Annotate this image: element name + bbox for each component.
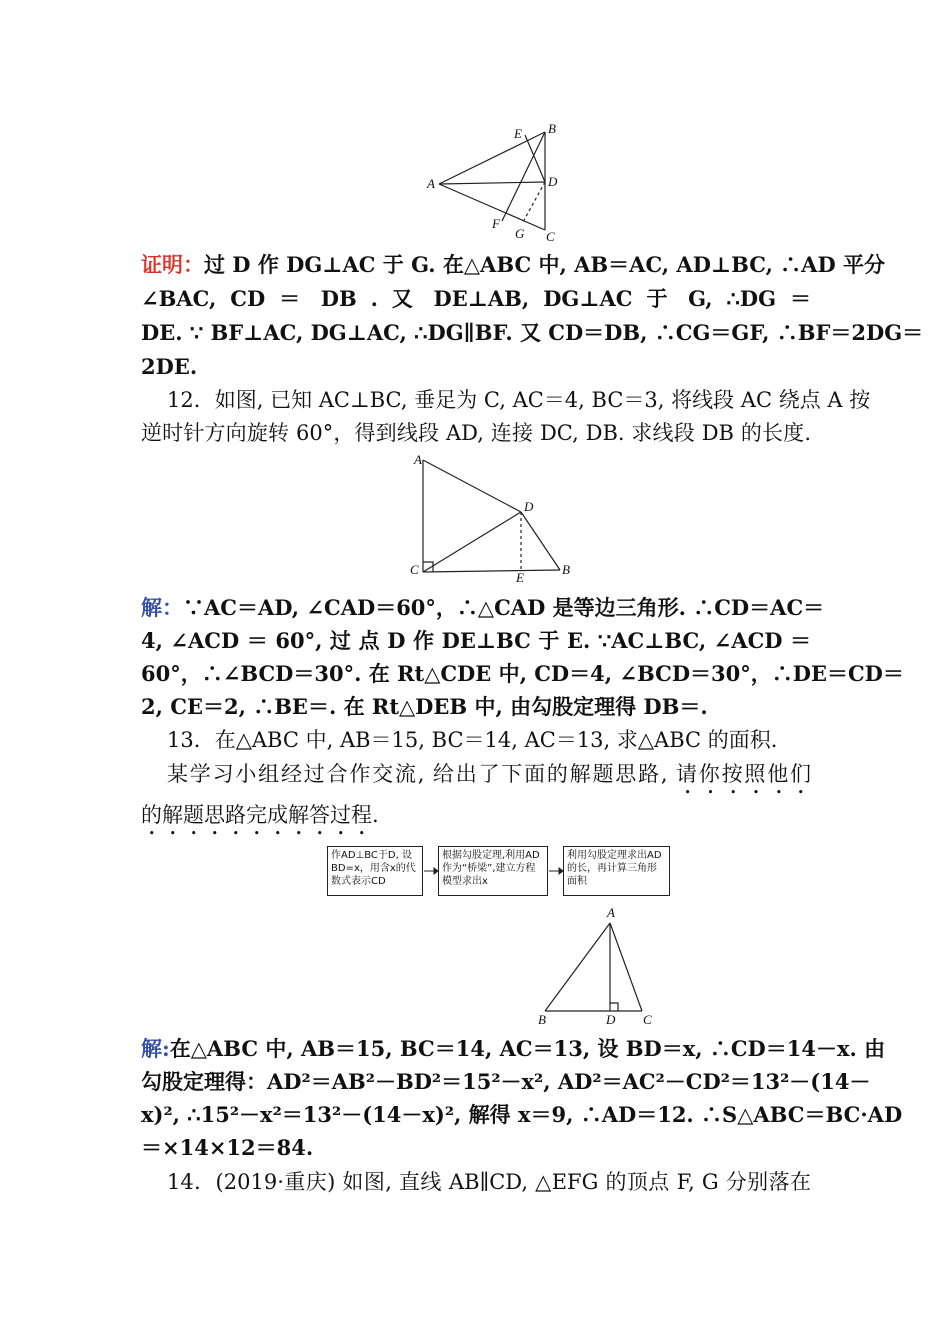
proof-line-1: 证明：过 D 作 DG⊥AC 于 G. 在△ABC 中, AB＝AC, AD⊥BC, ∴AD 平分 xyxy=(141,252,886,277)
q14-line-1: 14．(2019·重庆) 如图, 直线 AB∥CD, △EFG 的顶点 F, G 分别落在 xyxy=(167,1170,811,1194)
label-b: B xyxy=(562,562,570,577)
q12-line-2: 逆时针方向旋转 60°，得到线段 AD, 连接 DC, DB. 求线段 DB 的长度. xyxy=(141,421,811,445)
proof-line-3: DE. ∵ BF⊥AC, DG⊥AC, ∴DG∥BF. 又 CD＝DB, ∴CG＝GF, ∴BF＝2DG＝ xyxy=(141,320,924,345)
flow-box-1: 作AD⊥BC于D, 设BD=x，用含x的代数式表示CD xyxy=(327,846,423,896)
label-d: D xyxy=(606,1012,616,1027)
label-e: E xyxy=(514,126,522,141)
label-d: D xyxy=(524,499,534,514)
sol12-line-2: 4, ∠ACD ＝ 60°, 过 点 D 作 DE⊥BC 于 E. ∵AC⊥BC, ∠ACD ＝ xyxy=(141,628,811,653)
q12-line-1: 12．如图, 已知 AC⊥BC, 垂足为 C, AC＝4, BC＝3, 将线段 AC 绕点 A 按 xyxy=(167,388,871,412)
sol12-line-1: 解：∵AC＝AD, ∠CAD＝60°，∴△CAD 是等边三角形. ∴CD＝AC＝ xyxy=(141,595,825,620)
label-b: B xyxy=(538,1012,546,1027)
sol13-line-1: 解:在△ABC 中, AB＝15, BC＝14, AC＝13, 设 BD＝x, ∴CD＝14－x. 由 xyxy=(141,1036,886,1061)
figure-triangle-area xyxy=(530,903,660,1028)
flow-box-2: 根据勾股定理,利用AD作为“桥梁”,建立方程模型求出x xyxy=(438,846,548,896)
figure-rotation xyxy=(405,452,580,584)
label-g: G xyxy=(515,226,525,241)
label-e: E xyxy=(516,570,524,584)
label-b: B xyxy=(548,121,556,136)
proof-line-4: 2DE. xyxy=(141,354,198,379)
solution-flowchart xyxy=(327,846,670,898)
label-a: A xyxy=(607,905,615,920)
label-c: C xyxy=(410,562,419,577)
proof-tag: 证明： xyxy=(141,252,204,277)
flow-arrows xyxy=(327,846,670,898)
sol12-line-3: 60°，∴∠BCD＝30°. 在 Rt△CDE 中, CD＝4, ∠BCD＝30°，∴DE＝CD＝ xyxy=(141,661,904,686)
sol13-line-2: 勾股定理得：AD²＝AB²－BD²＝15²－x², AD²＝AC²－CD²＝13²－(14－ xyxy=(141,1069,871,1094)
figure-triangle-abc-proof xyxy=(420,118,570,246)
proof-line-2: ∠BAC, CD ＝ DB . 又 DE⊥AB, DG⊥AC 于 G, ∴DG ＝ xyxy=(141,286,811,311)
q13-line-2: 某学习小组经过合作交流, 给出了下面的解题思路, 请你按照他们 xyxy=(167,762,811,786)
sol12-line-4: 2, CE＝2, ∴BE＝. 在 Rt△DEB 中, 由勾股定理得 DB＝. xyxy=(141,694,708,719)
label-f: F xyxy=(492,216,500,231)
sol13-line-4: ＝×14×12＝84. xyxy=(141,1135,314,1160)
sol12-tag: 解： xyxy=(141,595,183,620)
label-d: D xyxy=(548,174,558,189)
label-a: A xyxy=(414,452,422,467)
sol13-tag: 解: xyxy=(141,1036,170,1061)
q13-line-1: 13．在△ABC 中, AB＝15, BC＝14, AC＝13, 求△ABC 的面积. xyxy=(167,728,778,752)
label-c: C xyxy=(643,1012,652,1027)
flow-box-3: 利用勾股定理求出AD的长，再计算三角形面积 xyxy=(563,846,670,896)
label-c: C xyxy=(546,229,555,244)
sol13-line-3: x)², ∴15²－x²＝13²－(14－x)², 解得 x＝9, ∴AD＝12. ∴S△ABC＝BC·AD xyxy=(141,1102,903,1127)
q13-line-3: 的解题思路完成解答过程. xyxy=(141,803,379,827)
label-a: A xyxy=(427,176,435,191)
